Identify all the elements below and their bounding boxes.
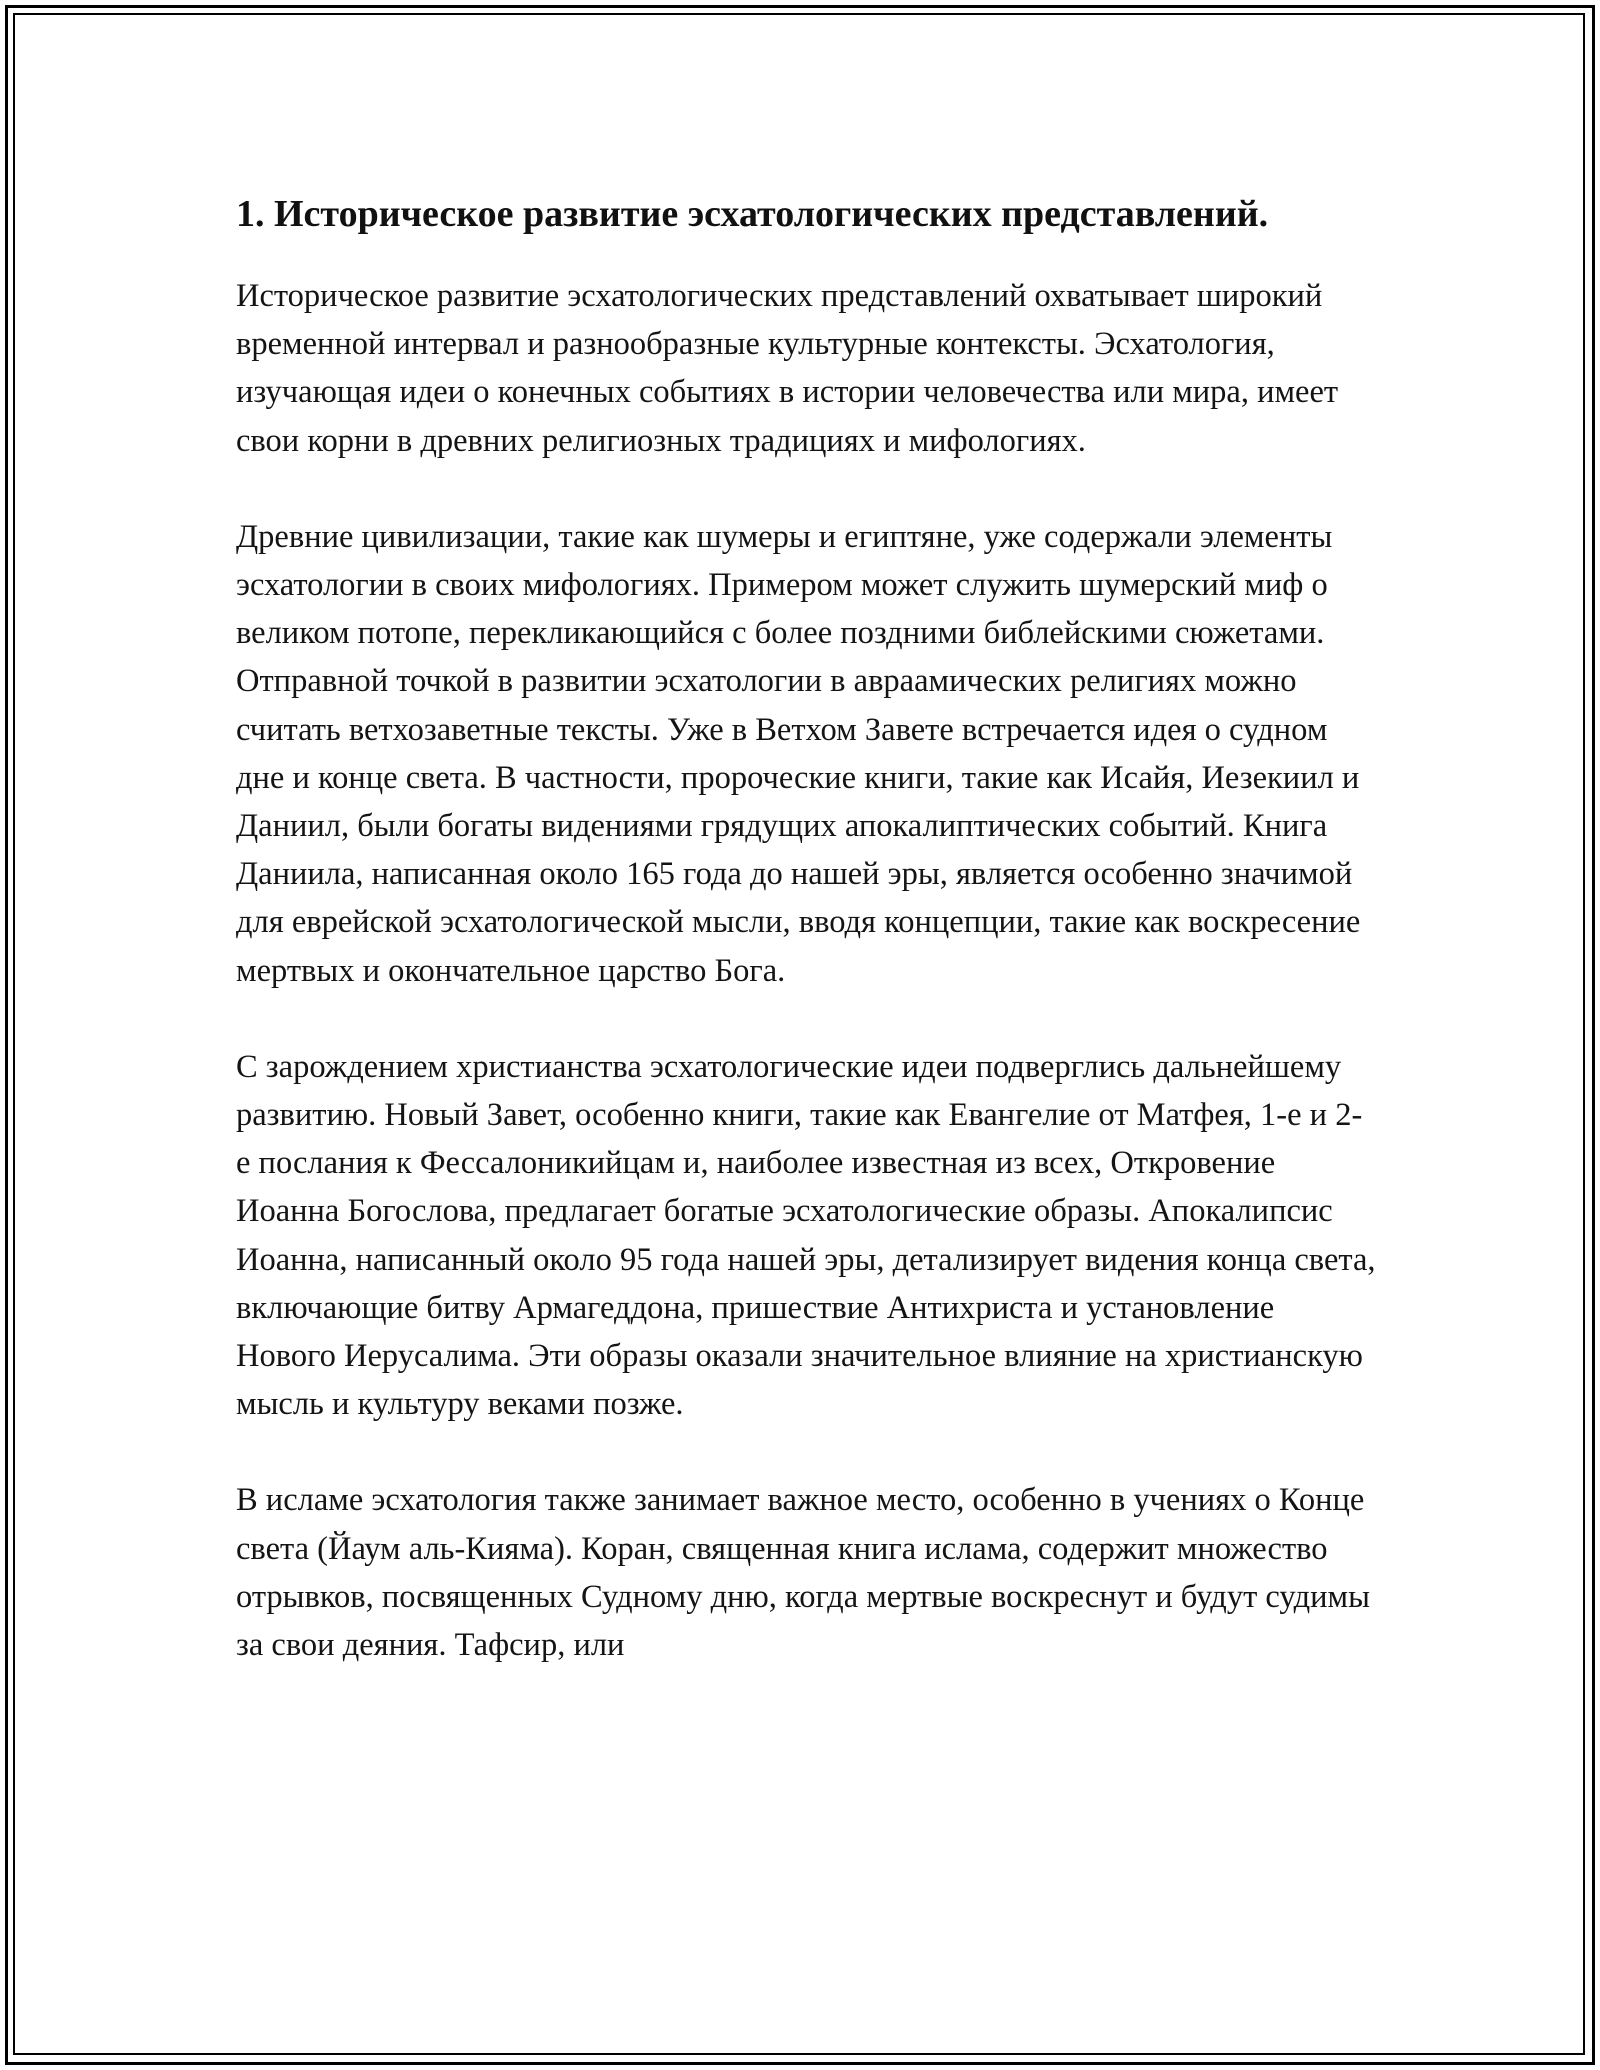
paragraph-christianity: С зарождением христианства эсхатологические идеи подверглись дальнейшему развитию. Новый Завет, особенно книги, такие как Евангелие от Матфея, 1-е и 2-е послания к Фессалоникийцам и, наиболее известная из всех, Откровение Иоанна Богослова, предлагает богатые эсхатологические образы. Апокалипсис Иоанна, написанный около 95 года нашей эры, детализирует видения конца света, включающие битву Армагеддона, пришествие Антихриста и установление Нового Иерусалима. Эти образы оказали значительное влияние на христианскую мысль и культуру веками позже.	[236, 1048, 1376, 1423]
paragraph-intro: Историческое развитие эсхатологических представлений охватывает широкий временной интервал и разнообразные культурные контексты. Эсхатология, изучающая идеи о конечных событиях в истории человечества или мира, имеет свои корни в древних религиозных традициях и мифологиях.	[236, 278, 1339, 459]
paragraph-ancient-civilizations: Древние цивилизации, такие как шумеры и египтяне, уже содержали элементы эсхатологии в своих мифологиях. Примером может служить шумерский миф о великом потопе, перекликающийся с более поздними библейскими сюжетами. Отправной точкой в развитии эсхатологии в авраамических религиях можно считать ветхозаветные тексты. Уже в Ветхом Завете встречается идея о судном дне и конце света. В частности, пророческие книги, такие как Исайя, Иезекиил и Даниил, были богаты видениями грядущих апокалиптических событий. Книга Даниила, написанная около 165 года до нашей эры, является особенно значимой для еврейской эсхатологической мысли, вводя концепции, такие как воскресение мертвых и окончательное царство Бога.	[236, 518, 1361, 989]
document-body	[236, 186, 1376, 1669]
section-heading: 1. Историческое развитие эсхатологических представлений.	[236, 193, 1269, 235]
paragraph-islam: В исламе эсхатология также занимает важное место, особенно в учениях о Конце света (Йаум аль-Кияма). Коран, священная книга ислама, содержит множество отрывков, посвященных Судному дню, когда мертвые воскреснут и будут судимы за свои деяния. Тафсир, или	[236, 1482, 1370, 1664]
